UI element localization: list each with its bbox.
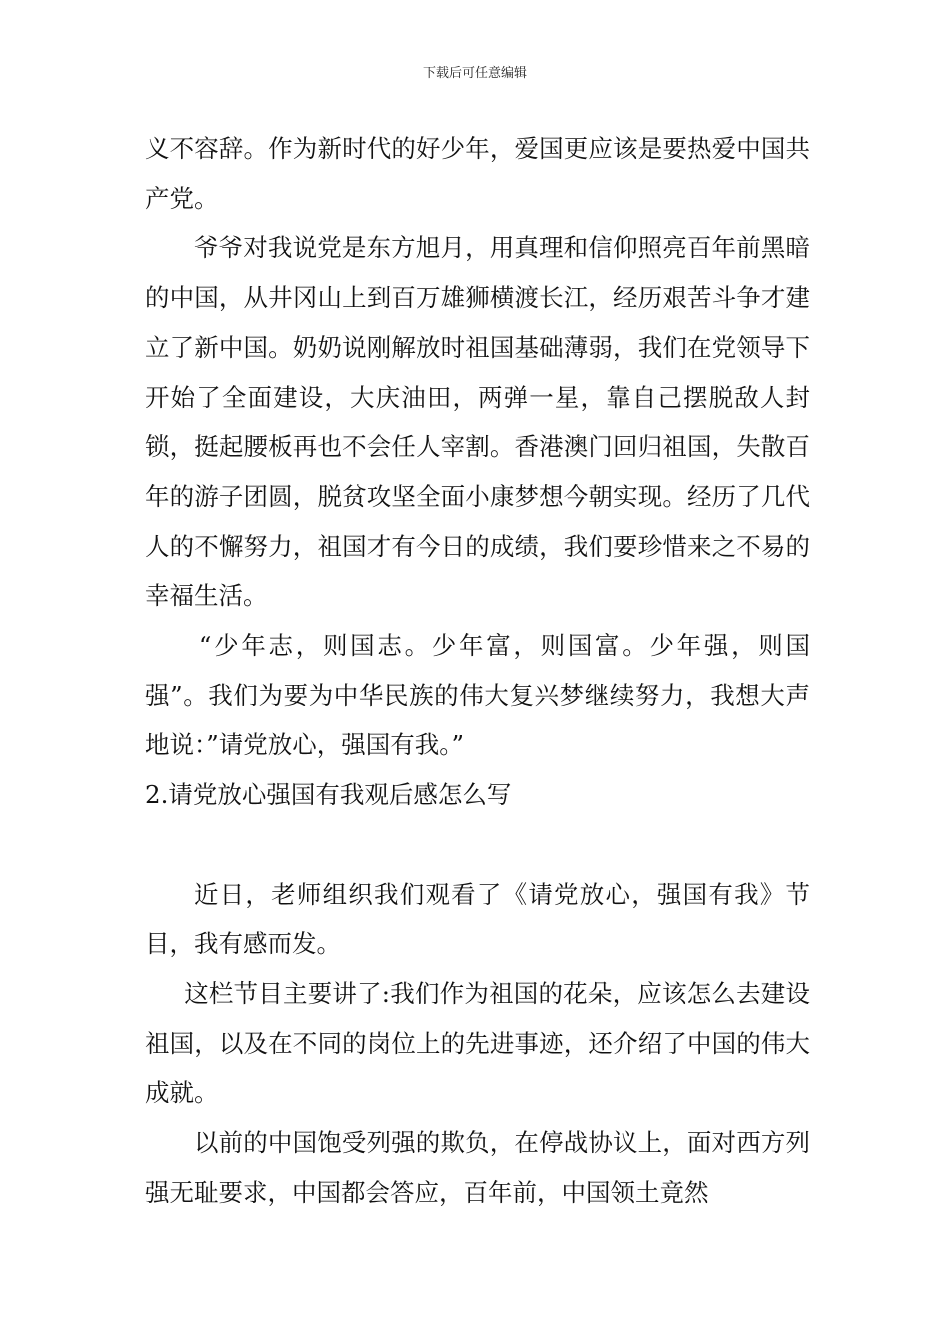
blank-line: [145, 820, 810, 870]
paragraph-watched-program: 近日，老师组织我们观看了《请党放心，强国有我》节目，我有感而发。: [145, 879, 810, 959]
paragraph-program-content: 这栏节目主要讲了:我们作为祖国的花朵，应该怎么去建设祖国，以及在不同的岗位上的先进事迹，还介绍了中国的伟大成就。: [145, 978, 810, 1108]
paragraph-grandparents: 爷爷对我说党是东方旭月，用真理和信仰照亮百年前黑暗的中国，从井冈山上到百万雄狮横渡长江，经历艰苦斗争才建立了新中国。奶奶说刚解放时祖国基础薄弱，我们在党领导下开始了全面建设，大庆油田，两弹一星，靠自己摆脱敌人封锁，挺起腰板再也不会任人宰割。香港澳门回归祖国，失散百年的游子团圆，脱贫攻坚全面小康梦想今朝实现。经历了几代人的不懈努力，祖国才有今日的成绩，我们要珍惜来之不易的幸福生活。: [145, 233, 810, 611]
paragraph-quote: “少年志，则国志。少年富，则国富。少年强，则国强”。我们为要为中华民族的伟大复兴梦继续努力，我想大声地说：”请党放心，强国有我。”: [145, 631, 810, 760]
page-header: 下载后可任意编辑: [422, 66, 527, 81]
paragraph-continuation: 义不容辞。作为新时代的好少年，爱国更应该是要热爱中国共产党。: [145, 134, 810, 213]
paragraph-history: 以前的中国饱受列强的欺负，在停战协议上，面对西方列强无耻要求，中国都会答应，百年前，中国领土竟然: [145, 1128, 810, 1207]
section-heading: 2.请党放心强国有我观后感怎么写: [145, 780, 512, 810]
document-body: [145, 124, 810, 1217]
